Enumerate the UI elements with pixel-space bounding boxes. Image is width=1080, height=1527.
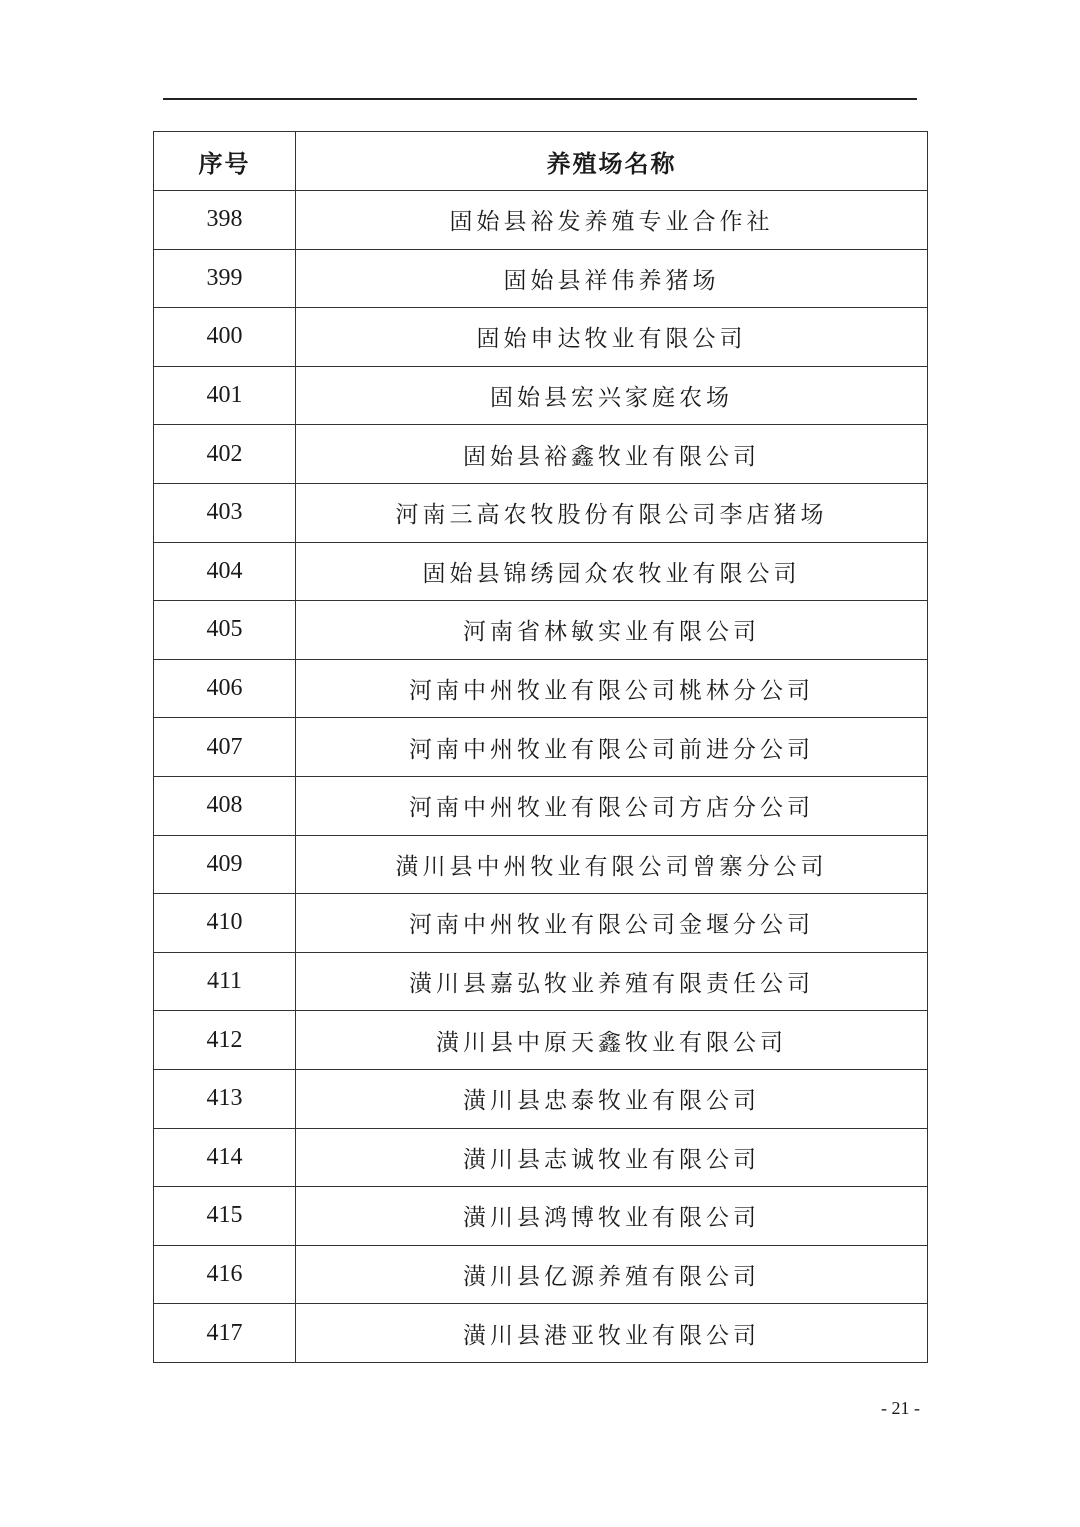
column-header-name: 养殖场名称 — [296, 132, 928, 191]
table-row — [154, 483, 928, 542]
table-row — [154, 894, 928, 953]
table-row — [154, 1011, 928, 1070]
table-row — [154, 249, 928, 308]
table-row — [154, 1304, 928, 1363]
farm-name: 河南中州牧业有限公司前进分公司 — [296, 718, 928, 777]
table-row — [154, 191, 928, 250]
farm-list-table — [153, 131, 928, 1363]
row-number: 409 — [154, 835, 296, 894]
farm-name: 河南中州牧业有限公司金堰分公司 — [296, 894, 928, 953]
farm-name: 河南三高农牧股份有限公司李店猪场 — [296, 483, 928, 542]
table-row — [154, 1245, 928, 1304]
table-row — [154, 1187, 928, 1246]
farm-name: 潢川县鸿博牧业有限公司 — [296, 1187, 928, 1246]
row-number: 407 — [154, 718, 296, 777]
farm-name: 固始县祥伟养猪场 — [296, 249, 928, 308]
table-row — [154, 659, 928, 718]
row-number: 402 — [154, 425, 296, 484]
row-number: 411 — [154, 952, 296, 1011]
header-rule — [163, 98, 917, 100]
farm-name: 固始县宏兴家庭农场 — [296, 366, 928, 425]
table-row — [154, 835, 928, 894]
row-number: 404 — [154, 542, 296, 601]
farm-name: 潢川县忠泰牧业有限公司 — [296, 1069, 928, 1128]
table-row — [154, 952, 928, 1011]
farm-name: 潢川县嘉弘牧业养殖有限责任公司 — [296, 952, 928, 1011]
table-row — [154, 1128, 928, 1187]
row-number: 403 — [154, 483, 296, 542]
farm-name: 河南中州牧业有限公司桃林分公司 — [296, 659, 928, 718]
row-number: 414 — [154, 1128, 296, 1187]
table-body — [154, 191, 928, 1363]
row-number: 415 — [154, 1187, 296, 1246]
row-number: 401 — [154, 366, 296, 425]
farm-name: 固始县锦绣园众农牧业有限公司 — [296, 542, 928, 601]
table-row — [154, 425, 928, 484]
farm-name: 河南省林敏实业有限公司 — [296, 601, 928, 660]
table-row — [154, 601, 928, 660]
row-number: 413 — [154, 1069, 296, 1128]
farm-name: 潢川县港亚牧业有限公司 — [296, 1304, 928, 1363]
farm-name: 潢川县亿源养殖有限公司 — [296, 1245, 928, 1304]
table-row — [154, 542, 928, 601]
page-number: - 21 - — [881, 1398, 920, 1418]
farm-name: 河南中州牧业有限公司方店分公司 — [296, 776, 928, 835]
farm-name: 潢川县中州牧业有限公司曾寨分公司 — [296, 835, 928, 894]
table-row — [154, 1069, 928, 1128]
table-row — [154, 308, 928, 367]
row-number: 398 — [154, 191, 296, 250]
table-row — [154, 718, 928, 777]
row-number: 399 — [154, 249, 296, 308]
row-number: 412 — [154, 1011, 296, 1070]
row-number: 416 — [154, 1245, 296, 1304]
farm-name: 潢川县志诚牧业有限公司 — [296, 1128, 928, 1187]
farm-name: 固始申达牧业有限公司 — [296, 308, 928, 367]
table-row — [154, 776, 928, 835]
column-header-no: 序号 — [154, 132, 296, 191]
farm-name: 固始县裕鑫牧业有限公司 — [296, 425, 928, 484]
table-header-row — [154, 132, 928, 191]
row-number: 417 — [154, 1304, 296, 1363]
farm-name: 潢川县中原天鑫牧业有限公司 — [296, 1011, 928, 1070]
row-number: 408 — [154, 776, 296, 835]
farm-name: 固始县裕发养殖专业合作社 — [296, 191, 928, 250]
table-row — [154, 366, 928, 425]
row-number: 406 — [154, 659, 296, 718]
row-number: 405 — [154, 601, 296, 660]
row-number: 400 — [154, 308, 296, 367]
row-number: 410 — [154, 894, 296, 953]
